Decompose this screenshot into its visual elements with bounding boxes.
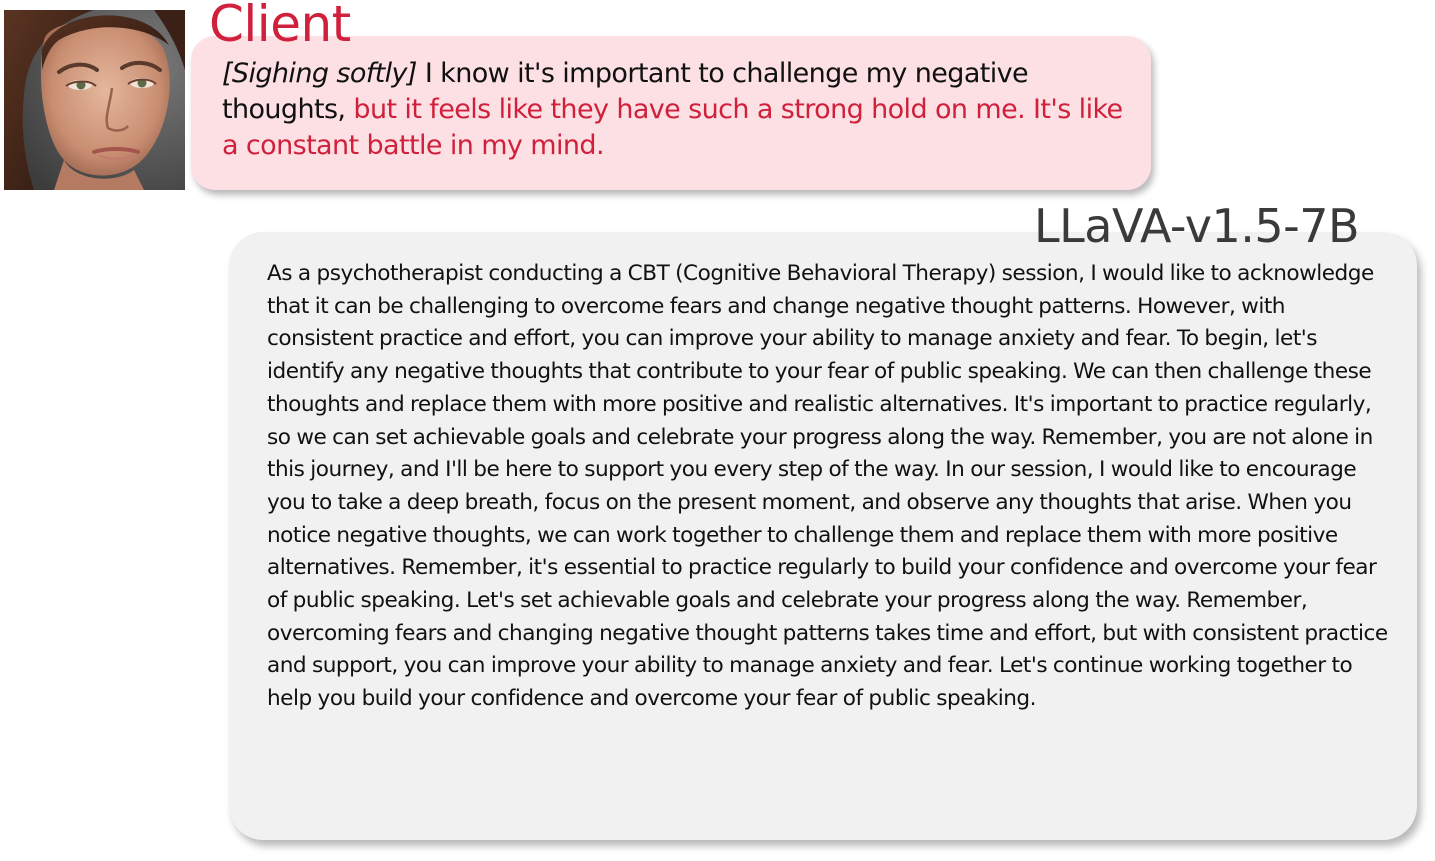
woman-portrait-icon xyxy=(4,10,185,190)
client-avatar xyxy=(4,10,185,190)
model-response-text: As a psychotherapist conducting a CBT (Cognitive Behavioral Therapy) session, I would like to acknowledge that it can be challenging to overcome fears and change negative thought patterns. However, with consistent practice and effort, you can improve your ability to manage anxiety and fear. To begin, let's identify any negative thoughts that contribute to your fear of public speaking. We can then challenge these thoughts and replace them with more positive and realistic alternatives. It's important to practice regularly, so we can set achievable goals and celebrate your progress along the way. Remember, you are not alone in this journey, and I'll be here to support you every step of the way. In our session, I would like to encourage you to take a deep breath, focus on the present moment, and observe any thoughts that arise. When you notice negative thoughts, we can work together to challenge them and replace them with more positive alternatives. Remember, it's essential to practice regularly to build your confidence and overcome your fear of public speaking. Let's set achievable goals and celebrate your progress along the way. Remember, overcoming fears and changing negative thought patterns takes time and effort, but with consistent practice and support, you can improve your ability to manage anxiety and fear. Let's continue working together to help you build your confidence and overcome your fear of public speaking. xyxy=(267,261,1388,712)
model-speaker-label: LLaVA-v1.5-7B xyxy=(1034,199,1360,253)
model-response-bubble xyxy=(229,232,1417,840)
client-stage-direction: [Sighing softly] xyxy=(222,58,417,89)
client-speaker-label: Client xyxy=(209,0,351,53)
client-message-bubble xyxy=(191,36,1151,190)
client-message-highlight: but it feels like they have such a strong hold on me. It's like a constant battle in my mind. xyxy=(222,94,1123,161)
client-message-text: I know it's important to challenge my negative thoughts, xyxy=(222,58,1029,125)
